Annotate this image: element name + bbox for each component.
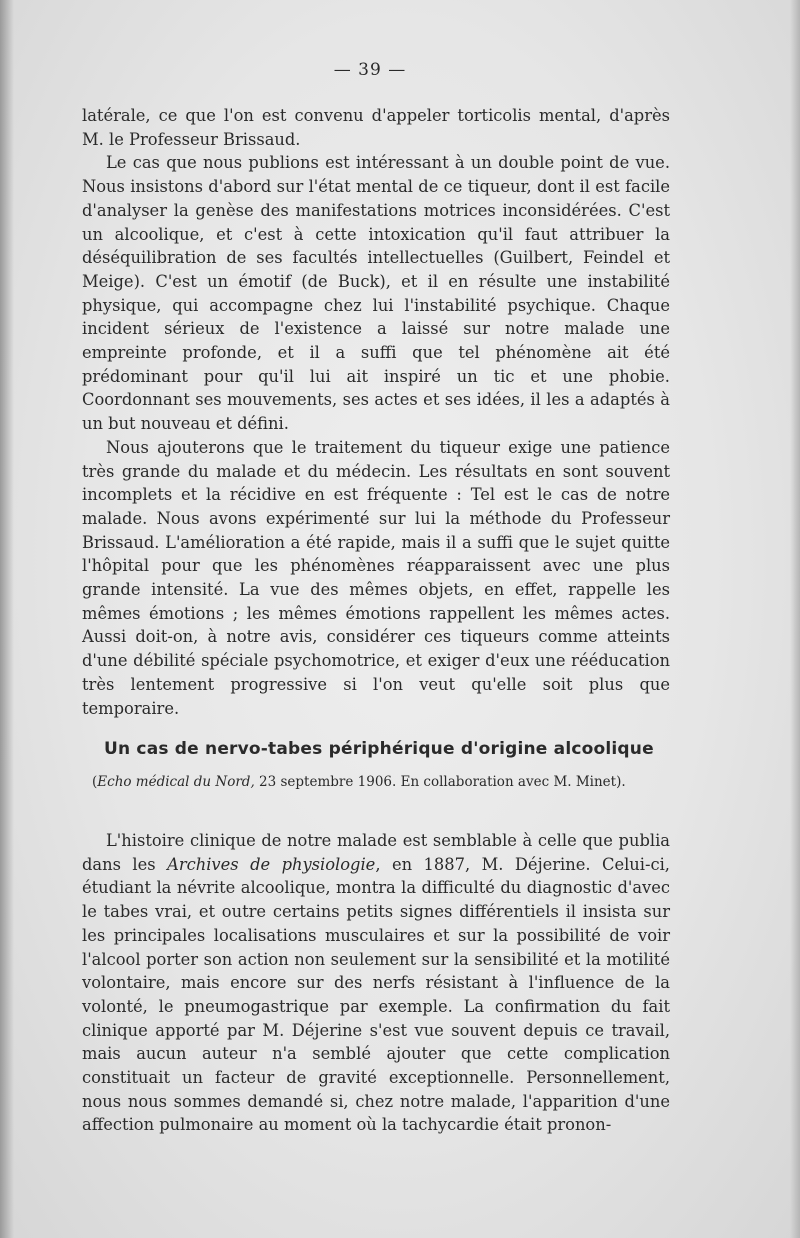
paragraph-case-description: Le cas que nous publions est intéressant à un double point de vue. Nous insistons d'abord sur l'état mental de ce tiqueur, dont il est facile d'analyser la genèse des manifestations motrices inconsidérées. C'est un alcoolique, et c'est à cette intoxication qu'il faut attribuer la déséquilibration de ses facultés intellectuelles (Guilbert, Feindel et Meige). C'est un émotif (de Buck), et il en résulte une instabilité physique, qui accompagne chez lui l'instabilité psychique. Chaque incident sérieux de l'existence a laissé sur notre malade une empreinte profonde, et il a suffi que tel phénomène ait été prédominant pour qu'il lui ait inspiré un tic et une phobie. Coordonnant ses mouvements, ses actes et ses idées, il les a adaptés à un but nouveau et défini.: [82, 153, 670, 434]
source-journal: Echo médical du Nord,: [97, 774, 255, 790]
body-text-bottom: [82, 829, 670, 1137]
paragraph-clinical-history: [82, 829, 670, 1137]
page-number: — 39 —: [333, 60, 407, 80]
source-open: (: [92, 774, 98, 790]
source-details: 23 septembre 1906. En collaboration avec M. Minet).: [254, 774, 626, 790]
paragraph-clinical-history-start: L'histoire clinique de notre malade est semblable à celle que publia dans les: [82, 831, 670, 874]
paragraph-treatment: Nous ajouterons que le traitement du tiqueur exige une patience très grande du malade et du médecin. Les résultats en sont souvent incomplets et la récidive en est fréquente : Tel est le cas de notre malade. Nous avons expérimenté sur lui la méthode du Professeur Brissaud. L'amélioration a été rapide, mais il a suffi que le sujet quitte l'hôpital pour que les phénomènes réapparaissent avec une plus grande intensité. La vue des mêmes objets, en effet, rappelle les mêmes émotions ; les mêmes émotions rappellent les mêmes actes. Aussi doit-on, à notre avis, considérer ces tiqueurs comme atteints d'une débilité spéciale psychomotrice, et exiger d'eux une rééducation très lentement progressive si l'on veut qu'elle soit plus que temporaire.: [82, 437, 670, 718]
paragraph-continuation: latérale, ce que l'on est convenu d'appeler torticolis mental, d'après M. le Professeur Brissaud.: [82, 106, 670, 149]
body-text-top: [82, 104, 670, 720]
section-source: [92, 774, 682, 790]
page-edge-shadow: [790, 0, 800, 1238]
section-title: Un cas de nervo-tabes périphérique d'origine alcoolique: [104, 739, 654, 759]
paragraph-clinical-history-rest: , en 1887, M. Déjerine. Celui-ci, étudiant la névrite alcoolique, montra la difficulté du diagnostic d'avec le tabes vrai, et outre certains petits signes différentiels il insista sur les principales localisations musculaires et sur la possibilité de voir l'alcool porter son action non seulement sur la sensibilité et la motilité volontaire, mais encore sur des nerfs résistant à l'influence de la volonté, le pneumogastrique par exemple. La confirmation du fait clinique apporté par M. Déjerine s'est vue souvent depuis ce travail, mais aucun auteur n'a semblé ajouter que cette complication constituait un facteur de gravité exceptionnelle. Personnellement, nous nous sommes demandé si, chez notre malade, l'apparition d'une affection pulmonaire au moment où la tachycardie était pronon-: [82, 854, 670, 1135]
journal-reference: Archives de physiologie: [167, 854, 376, 874]
page-gutter-shadow: [0, 0, 14, 1238]
